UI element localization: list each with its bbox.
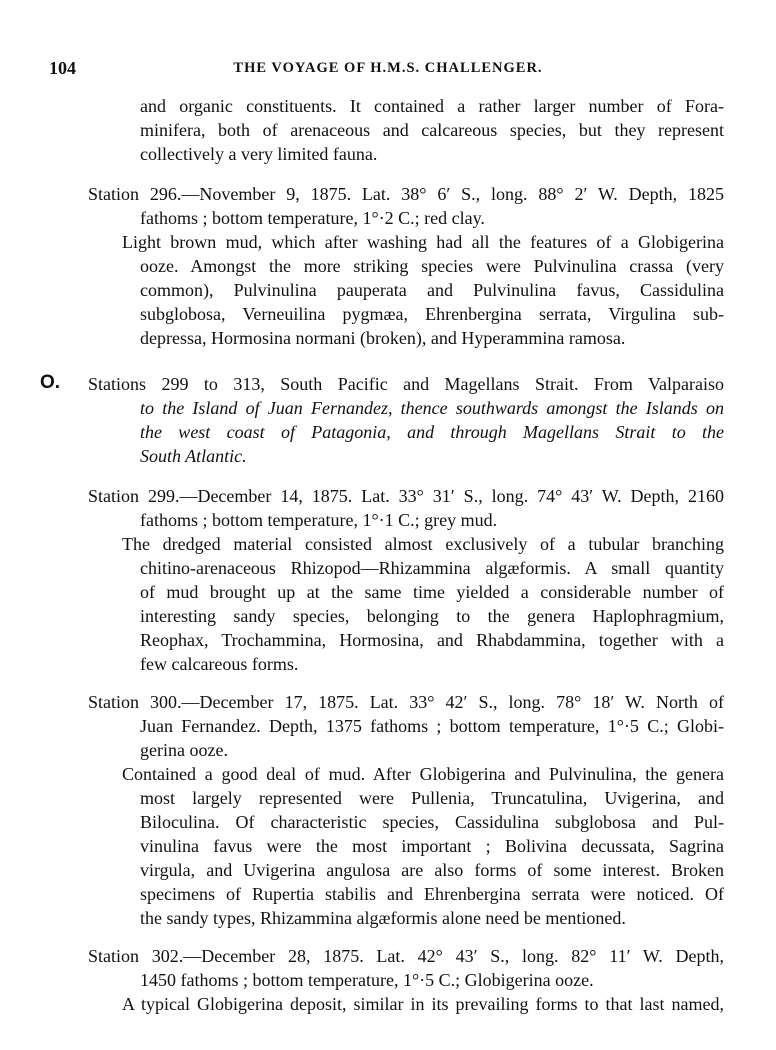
- text-line: gerina ooze.: [140, 740, 228, 760]
- station-heading-line: Station 300.—December 17, 1875. Lat. 33° 42′ S., long. 78° 18′ W. North of: [88, 692, 724, 712]
- text-line: ooze. Amongst the more striking species were Pulvinulina crassa (very: [140, 256, 724, 276]
- text-line: most largely represented were Pullenia, Truncatulina, Uvigerina, and: [140, 788, 724, 808]
- text-line: Reophax, Trochammina, Hormosina, and Rhabdammina, together with a: [140, 630, 724, 650]
- section-heading-line: to the Island of Juan Fernandez, thence southwards amongst the Islands on: [140, 398, 724, 418]
- text-line: The dredged material consisted almost exclusively of a tubular branching: [122, 534, 724, 554]
- text-line: interesting sandy species, belonging to the genera Haplophragmium,: [140, 606, 724, 626]
- text-line: 1450 fathoms ; bottom temperature, 1°·5 C.; Globigerina ooze.: [140, 970, 594, 990]
- text-line: Light brown mud, which after washing had all the features of a Globigerina: [122, 232, 724, 252]
- station-heading-line: Station 302.—December 28, 1875. Lat. 42° 43′ S., long. 82° 11′ W. Depth,: [88, 946, 724, 966]
- text-line: fathoms ; bottom temperature, 1°·1 C.; grey mud.: [140, 510, 498, 530]
- text-line: vinulina favus were the most important ; Bolivina decussata, Sagrina: [140, 836, 724, 856]
- text-line: chitino-arenaceous Rhizopod—Rhizammina algæformis. A small quantity: [140, 558, 724, 578]
- text-line: A typical Globigerina deposit, similar in its prevailing forms to that last named,: [122, 994, 724, 1014]
- text-line: Biloculina. Of characteristic species, Cassidulina subglobosa and Pul-: [140, 812, 724, 832]
- text-line: Contained a good deal of mud. After Globigerina and Pulvinulina, the genera: [122, 764, 724, 784]
- station-heading-line: Station 299.—December 14, 1875. Lat. 33° 31′ S., long. 74° 43′ W. Depth, 2160: [88, 486, 724, 506]
- text-line: minifera, both of arenaceous and calcareous species, but they represent: [140, 120, 724, 140]
- text-line: of mud brought up at the same time yielded a considerable number of: [140, 582, 724, 602]
- text-line: fathoms ; bottom temperature, 1°·2 C.; red clay.: [140, 208, 485, 228]
- section-heading-line: the west coast of Patagonia, and through Magellans Strait to the: [140, 422, 724, 442]
- text-line: few calcareous forms.: [140, 654, 299, 674]
- section-letter: O.: [40, 372, 61, 393]
- section-heading-line: Stations 299 to 313, South Pacific and Magellans Strait. From Valparaiso: [88, 374, 724, 394]
- text-line: specimens of Rupertia stabilis and Ehrenbergina serrata were noticed. Of: [140, 884, 724, 904]
- text-line: common), Pulvinulina pauperata and Pulvinulina favus, Cassidulina: [140, 280, 724, 300]
- text-line: depressa, Hormosina normani (broken), and Hyperammina ramosa.: [140, 328, 626, 348]
- text-line: virgula, and Uvigerina angulosa are also forms of some interest. Broken: [140, 860, 724, 880]
- page-number: 104: [49, 58, 76, 78]
- text-line: the sandy types, Rhizammina algæformis alone need be mentioned.: [140, 908, 626, 928]
- text-line: Juan Fernandez. Depth, 1375 fathoms ; bottom temperature, 1°·5 C.; Globi-: [140, 716, 724, 736]
- text-line: subglobosa, Verneuilina pygmæa, Ehrenbergina serrata, Virgulina sub-: [140, 304, 724, 324]
- station-heading-line: Station 296.—November 9, 1875. Lat. 38° 6′ S., long. 88° 2′ W. Depth, 1825: [88, 184, 724, 204]
- running-title: THE VOYAGE OF H.M.S. CHALLENGER.: [233, 60, 543, 76]
- text-line: and organic constituents. It contained a rather larger number of Fora-: [140, 96, 724, 116]
- running-header: [0, 58, 776, 84]
- section-heading-line: South Atlantic.: [140, 446, 247, 466]
- text-line: collectively a very limited fauna.: [140, 144, 378, 164]
